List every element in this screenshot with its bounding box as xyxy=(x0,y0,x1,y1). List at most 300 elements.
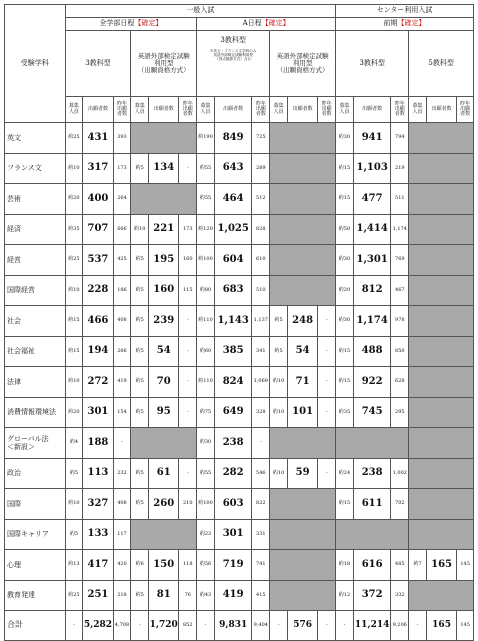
capacity-header: 募集 人員 xyxy=(336,97,354,123)
applicants-cell: 95 xyxy=(149,397,179,428)
applicants-cell: 317 xyxy=(83,153,113,184)
capacity-cell: 約15 xyxy=(65,306,83,337)
not-offered-cell xyxy=(131,123,197,154)
capacity-cell: 約35 xyxy=(65,214,83,245)
not-offered-cell xyxy=(409,123,474,154)
not-offered-cell xyxy=(409,214,474,245)
applicants-cell: 160 xyxy=(149,275,179,306)
dept-name: 国際経営 xyxy=(5,275,66,306)
applicants-cell: 849 xyxy=(214,123,252,154)
not-offered-cell xyxy=(270,275,336,306)
capacity-cell: 約25 xyxy=(65,580,83,611)
capacity-cell: 約20 xyxy=(65,397,83,428)
applicants-cell: 251 xyxy=(83,580,113,611)
applicants-cell: 488 xyxy=(353,336,391,367)
last-year-cell: 289 xyxy=(252,153,270,184)
capacity-cell: 約5 xyxy=(131,367,149,398)
applicants-cell: 649 xyxy=(214,397,252,428)
capacity-header: 募集 人員 xyxy=(197,97,215,123)
not-offered-cell xyxy=(270,519,336,550)
applicants-cell: 81 xyxy=(149,580,179,611)
applicants-cell: 603 xyxy=(214,489,252,520)
applicants-cell: 248 xyxy=(287,306,317,337)
table-row xyxy=(5,336,474,367)
capacity-cell: 約12 xyxy=(336,580,354,611)
last-year-cell: - xyxy=(179,397,197,428)
capacity-cell: 約35 xyxy=(336,397,354,428)
capacity-cell: 約5 xyxy=(131,306,149,337)
not-offered-cell xyxy=(409,428,474,459)
last-year-cell: - xyxy=(252,428,270,459)
dept-name: 英文 xyxy=(5,123,66,154)
table-row xyxy=(5,275,474,306)
not-offered-cell xyxy=(409,245,474,276)
zenki-status: 【確定】 xyxy=(397,19,426,28)
last-year-cell: 341 xyxy=(252,336,270,367)
applicants-cell: 812 xyxy=(353,275,391,306)
not-offered-cell xyxy=(409,275,474,306)
last-year-cell: 332 xyxy=(391,580,409,611)
table-row xyxy=(5,519,474,550)
last-year-cell: 1,002 xyxy=(391,458,409,489)
not-offered-cell xyxy=(409,153,474,184)
applicants-cell: 188 xyxy=(83,428,113,459)
table-row xyxy=(5,458,474,489)
table-row xyxy=(5,306,474,337)
capacity-cell: 約5 xyxy=(131,245,149,276)
last-year-cell: 393 xyxy=(113,123,131,154)
last-year-cell: 511 xyxy=(391,184,409,215)
capacity-cell: 約5 xyxy=(65,519,83,550)
applicants-cell: 282 xyxy=(214,458,252,489)
applicants-cell: 1,143 xyxy=(214,306,252,337)
last-year-cell: - xyxy=(318,458,336,489)
capacity-cell: 約18 xyxy=(336,550,354,581)
applicants-cell: 824 xyxy=(214,367,252,398)
last-year-cell: 210 xyxy=(179,489,197,520)
applicants-cell: 1,720 xyxy=(149,611,179,641)
last-year-cell: 118 xyxy=(179,550,197,581)
capacity-cell: 約15 xyxy=(336,153,354,184)
capacity-cell: 約30 xyxy=(336,245,354,276)
last-year-header: 昨年 出願 者数 xyxy=(113,97,131,123)
applicants-cell: 431 xyxy=(83,123,113,154)
last-year-cell: 769 xyxy=(391,245,409,276)
not-offered-cell xyxy=(336,428,409,459)
applicants-cell: 165 xyxy=(426,550,456,581)
applicants-cell: 5,282 xyxy=(83,611,113,641)
applicants-header: 出願者数 xyxy=(149,97,179,123)
sub-header-row xyxy=(5,97,474,123)
capacity-cell: 約5 xyxy=(131,580,149,611)
capacity-cell: 約10 xyxy=(65,275,83,306)
applicants-cell: 54 xyxy=(287,336,317,367)
capacity-cell: 約5 xyxy=(270,306,288,337)
applicants-cell: 604 xyxy=(214,245,252,276)
capacity-cell: 約4 xyxy=(65,428,83,459)
zenki-schedule-header: 前期【確定】 xyxy=(336,18,474,31)
capacity-cell: 約7 xyxy=(409,550,427,581)
applicants-cell: 1,414 xyxy=(353,214,391,245)
last-year-cell: 295 xyxy=(391,397,409,428)
last-year-cell: 850 xyxy=(391,336,409,367)
applicants-cell: 719 xyxy=(214,550,252,581)
table-row xyxy=(5,245,474,276)
last-year-cell: 852 xyxy=(179,611,197,641)
applicants-cell: 301 xyxy=(83,397,113,428)
not-offered-cell xyxy=(131,519,197,550)
last-year-cell: 628 xyxy=(391,367,409,398)
last-year-cell: 232 xyxy=(113,458,131,489)
applicants-cell: 59 xyxy=(287,458,317,489)
applicants-cell: 71 xyxy=(287,367,317,398)
capacity-cell: 約10 xyxy=(65,153,83,184)
last-year-cell: 725 xyxy=(252,123,270,154)
table-row xyxy=(5,397,474,428)
applicants-cell: 385 xyxy=(214,336,252,367)
applicants-cell: 301 xyxy=(214,519,252,550)
a-3subject-header: 3教科型 ※英文・フランス文学科のみ 英語外部検定試験利用型 （得点換算方式）含む xyxy=(197,31,270,97)
applicants-cell: 1,174 xyxy=(353,306,391,337)
capacity-cell: 約15 xyxy=(336,184,354,215)
last-year-cell: 331 xyxy=(252,519,270,550)
not-offered-cell xyxy=(270,214,336,245)
last-year-cell: - xyxy=(179,367,197,398)
applicants-cell: 272 xyxy=(83,367,113,398)
applicants-cell: 643 xyxy=(214,153,252,184)
capacity-header: 募集 人員 xyxy=(270,97,288,123)
applicants-cell: 238 xyxy=(353,458,391,489)
last-year-cell: 76 xyxy=(179,580,197,611)
applicants-cell: 260 xyxy=(149,489,179,520)
applicants-cell: 466 xyxy=(83,306,113,337)
applicants-cell: 194 xyxy=(83,336,113,367)
capacity-cell: 約10 xyxy=(65,367,83,398)
last-year-cell: 145 xyxy=(457,611,474,641)
applicants-cell: 165 xyxy=(426,611,456,641)
last-year-cell: 425 xyxy=(113,245,131,276)
applicants-header: 出願者数 xyxy=(353,97,391,123)
not-offered-cell xyxy=(270,123,336,154)
not-offered-cell xyxy=(336,519,409,550)
dept-name: 心理 xyxy=(5,550,66,581)
applicants-cell: 683 xyxy=(214,275,252,306)
capacity-cell: 約23 xyxy=(197,519,215,550)
table-row xyxy=(5,123,474,154)
not-offered-cell xyxy=(131,428,197,459)
capacity-cell: 約30 xyxy=(197,428,215,459)
capacity-cell: 約10 xyxy=(270,397,288,428)
not-offered-cell xyxy=(270,245,336,276)
not-offered-cell xyxy=(409,367,474,398)
capacity-cell: 約20 xyxy=(336,275,354,306)
capacity-cell: - xyxy=(197,611,215,641)
a-status: 【確定】 xyxy=(261,19,290,28)
total-label: 合計 xyxy=(5,611,66,641)
last-year-cell: 702 xyxy=(391,489,409,520)
applicants-cell: 70 xyxy=(149,367,179,398)
table-row xyxy=(5,367,474,398)
not-offered-cell xyxy=(270,580,336,611)
capacity-cell: 約15 xyxy=(336,489,354,520)
applicants-cell: 327 xyxy=(83,489,113,520)
last-year-cell: 666 xyxy=(113,214,131,245)
last-year-cell: - xyxy=(179,153,197,184)
total-row xyxy=(5,611,474,641)
admission-table xyxy=(4,4,474,630)
capacity-cell: - xyxy=(270,611,288,641)
last-year-cell: 219 xyxy=(391,153,409,184)
table-row xyxy=(5,214,474,245)
table-row xyxy=(5,153,474,184)
dept-name: 国際 xyxy=(5,489,66,520)
capacity-cell: - xyxy=(336,611,354,641)
capacity-cell: 約43 xyxy=(197,580,215,611)
capacity-cell: 約6 xyxy=(131,550,149,581)
applicants-cell: 239 xyxy=(149,306,179,337)
table-row xyxy=(5,184,474,215)
last-year-cell: 154 xyxy=(113,397,131,428)
capacity-header: 募集 人員 xyxy=(65,97,83,123)
capacity-cell: 約100 xyxy=(197,489,215,520)
dept-name: 経済 xyxy=(5,214,66,245)
dept-name: 経営 xyxy=(5,245,66,276)
applicants-cell: 1,103 xyxy=(353,153,391,184)
last-year-cell: 828 xyxy=(252,214,270,245)
applicants-cell: 477 xyxy=(353,184,391,215)
a-3subject-note: ※英文・フランス文学科のみ 英語外部検定試験利用型 （得点換算方式）含む xyxy=(209,49,257,62)
applicants-header: 出願者数 xyxy=(214,97,252,123)
last-year-cell: 1,174 xyxy=(391,214,409,245)
dept-name: 社会福祉 xyxy=(5,336,66,367)
last-year-cell: 1,137 xyxy=(252,306,270,337)
last-year-cell: 173 xyxy=(113,153,131,184)
capacity-cell: 約55 xyxy=(197,153,215,184)
capacity-cell: 約24 xyxy=(336,458,354,489)
not-offered-cell xyxy=(409,519,474,550)
applicants-header: 出願者数 xyxy=(287,97,317,123)
last-year-cell: - xyxy=(318,367,336,398)
capacity-cell: 約15 xyxy=(336,336,354,367)
last-year-cell: 186 xyxy=(113,275,131,306)
not-offered-cell xyxy=(270,428,336,459)
applicants-cell: 464 xyxy=(214,184,252,215)
not-offered-cell xyxy=(409,306,474,337)
not-offered-cell xyxy=(270,550,336,581)
last-year-cell: 1,069 xyxy=(252,367,270,398)
applicants-cell: 1,301 xyxy=(353,245,391,276)
applicants-cell: 707 xyxy=(83,214,113,245)
not-offered-cell xyxy=(409,184,474,215)
applicants-cell: 228 xyxy=(83,275,113,306)
capacity-cell: 約55 xyxy=(197,458,215,489)
applicants-cell: 1,025 xyxy=(214,214,252,245)
applicants-cell: 419 xyxy=(214,580,252,611)
capacity-cell: 約120 xyxy=(197,214,215,245)
last-year-cell: 145 xyxy=(457,550,474,581)
dept-column-header: 受験学科 xyxy=(5,5,66,123)
applicants-cell: 9,831 xyxy=(214,611,252,641)
dept-name: 国際キャリア xyxy=(5,519,66,550)
not-offered-cell xyxy=(270,153,336,184)
last-year-cell: - xyxy=(179,458,197,489)
center-5subject-header: 5教科型 xyxy=(409,31,474,97)
dept-name: グローバル法 ＜新設＞ xyxy=(5,428,66,459)
capacity-cell: 約5 xyxy=(270,336,288,367)
last-year-cell: - xyxy=(179,336,197,367)
capacity-cell: 約15 xyxy=(336,367,354,398)
table-row xyxy=(5,489,474,520)
capacity-cell: 約30 xyxy=(336,306,354,337)
applicants-header: 出願者数 xyxy=(426,97,456,123)
capacity-cell: - xyxy=(409,611,427,641)
capacity-cell: 約15 xyxy=(65,336,83,367)
last-year-cell: 9,206 xyxy=(391,611,409,641)
table-row xyxy=(5,428,474,459)
applicants-cell: 221 xyxy=(149,214,179,245)
capacity-cell: 約30 xyxy=(336,123,354,154)
applicants-cell: 400 xyxy=(83,184,113,215)
capacity-cell: 約5 xyxy=(131,489,149,520)
last-year-cell: 741 xyxy=(252,550,270,581)
last-year-header: 昨年 出願 者数 xyxy=(391,97,409,123)
applicants-cell: 238 xyxy=(214,428,252,459)
a-english-header: 英語外部検定試験 利用型 （出願資格方式） xyxy=(270,31,336,97)
capacity-cell: 約110 xyxy=(197,367,215,398)
capacity-cell: - xyxy=(65,611,83,641)
capacity-cell: 約10 xyxy=(131,214,149,245)
applicants-cell: 11,214 xyxy=(353,611,391,641)
dept-name: フランス文 xyxy=(5,153,66,184)
last-year-cell: - xyxy=(113,428,131,459)
capacity-cell: 約55 xyxy=(197,184,215,215)
capacity-cell: 約13 xyxy=(65,550,83,581)
applicants-cell: 133 xyxy=(83,519,113,550)
last-year-header: 昨年 出願 者数 xyxy=(179,97,197,123)
center-3subject-header: 3教科型 xyxy=(336,31,409,97)
last-year-cell: 117 xyxy=(113,519,131,550)
last-year-cell: - xyxy=(318,336,336,367)
applicants-cell: 537 xyxy=(83,245,113,276)
applicants-cell: 54 xyxy=(149,336,179,367)
applicants-cell: 745 xyxy=(353,397,391,428)
not-offered-cell xyxy=(409,580,474,611)
last-year-cell: 9,404 xyxy=(252,611,270,641)
capacity-cell: - xyxy=(131,611,149,641)
not-offered-cell xyxy=(409,458,474,489)
not-offered-cell xyxy=(270,489,336,520)
capacity-cell: 約25 xyxy=(65,123,83,154)
capacity-cell: 約5 xyxy=(131,397,149,428)
last-year-cell: 266 xyxy=(113,336,131,367)
applicants-header: 出願者数 xyxy=(83,97,113,123)
table-row xyxy=(5,550,474,581)
applicants-cell: 134 xyxy=(149,153,179,184)
applicants-cell: 372 xyxy=(353,580,391,611)
last-year-cell: - xyxy=(318,397,336,428)
capacity-cell: 約25 xyxy=(65,245,83,276)
last-year-cell: 420 xyxy=(113,550,131,581)
capacity-cell: 約20 xyxy=(65,184,83,215)
capacity-cell: 約5 xyxy=(131,153,149,184)
last-year-cell: 408 xyxy=(113,489,131,520)
zenbu-english-header: 英語外部検定試験 利用型 （出願資格方式） xyxy=(131,31,197,97)
capacity-cell: 約10 xyxy=(270,458,288,489)
last-year-cell: 610 xyxy=(252,245,270,276)
applicants-cell: 941 xyxy=(353,123,391,154)
last-year-cell: 512 xyxy=(252,184,270,215)
last-year-cell: - xyxy=(179,306,197,337)
zenbu-status: 【確定】 xyxy=(134,19,163,28)
capacity-cell: 約5 xyxy=(131,336,149,367)
last-year-header: 昨年 出願 者数 xyxy=(457,97,474,123)
dept-name: 教育発達 xyxy=(5,580,66,611)
last-year-cell: 510 xyxy=(252,275,270,306)
capacity-header: 募集 人員 xyxy=(409,97,427,123)
dept-name: 社会 xyxy=(5,306,66,337)
capacity-cell: 約100 xyxy=(197,245,215,276)
capacity-cell: 約5 xyxy=(65,458,83,489)
general-exam-header: 一般入試 xyxy=(65,5,336,18)
table-row xyxy=(5,580,474,611)
last-year-cell: 4,708 xyxy=(113,611,131,641)
last-year-cell: 115 xyxy=(179,275,197,306)
last-year-cell: 978 xyxy=(391,306,409,337)
applicants-cell: 417 xyxy=(83,550,113,581)
capacity-cell: 約50 xyxy=(336,214,354,245)
capacity-cell: 約75 xyxy=(197,397,215,428)
last-year-cell: 328 xyxy=(252,397,270,428)
dept-name: 政治 xyxy=(5,458,66,489)
not-offered-cell xyxy=(131,184,197,215)
a-schedule-header: A日程【確定】 xyxy=(197,18,336,31)
last-year-cell: 419 xyxy=(113,367,131,398)
last-year-cell: 173 xyxy=(179,214,197,245)
capacity-cell: 約56 xyxy=(197,550,215,581)
applicants-cell: 611 xyxy=(353,489,391,520)
not-offered-cell xyxy=(270,184,336,215)
capacity-cell: 約190 xyxy=(197,123,215,154)
zenbu-schedule-header: 全学部日程【確定】 xyxy=(65,18,197,31)
not-offered-cell xyxy=(409,397,474,428)
last-year-cell: 408 xyxy=(113,306,131,337)
last-year-cell: - xyxy=(318,611,336,641)
last-year-cell: 264 xyxy=(113,184,131,215)
last-year-cell: 467 xyxy=(391,275,409,306)
applicants-cell: 150 xyxy=(149,550,179,581)
dept-name: 芸術 xyxy=(5,184,66,215)
last-year-cell: 546 xyxy=(252,458,270,489)
not-offered-cell xyxy=(409,489,474,520)
last-year-cell: 822 xyxy=(252,489,270,520)
last-year-header: 昨年 出願 者数 xyxy=(318,97,336,123)
not-offered-cell xyxy=(409,336,474,367)
last-year-cell: 794 xyxy=(391,123,409,154)
applicants-cell: 195 xyxy=(149,245,179,276)
last-year-cell: 485 xyxy=(391,550,409,581)
center-exam-header: センター利用入試 xyxy=(336,5,474,18)
zenbu-3subject-header: 3教科型 xyxy=(65,31,131,97)
applicants-cell: 616 xyxy=(353,550,391,581)
capacity-header: 募集 人員 xyxy=(131,97,149,123)
capacity-cell: 約80 xyxy=(197,275,215,306)
capacity-cell: 約60 xyxy=(197,336,215,367)
applicants-cell: 113 xyxy=(83,458,113,489)
capacity-cell: 約110 xyxy=(197,306,215,337)
applicants-cell: 61 xyxy=(149,458,179,489)
capacity-cell: 約5 xyxy=(131,275,149,306)
last-year-cell: 160 xyxy=(179,245,197,276)
